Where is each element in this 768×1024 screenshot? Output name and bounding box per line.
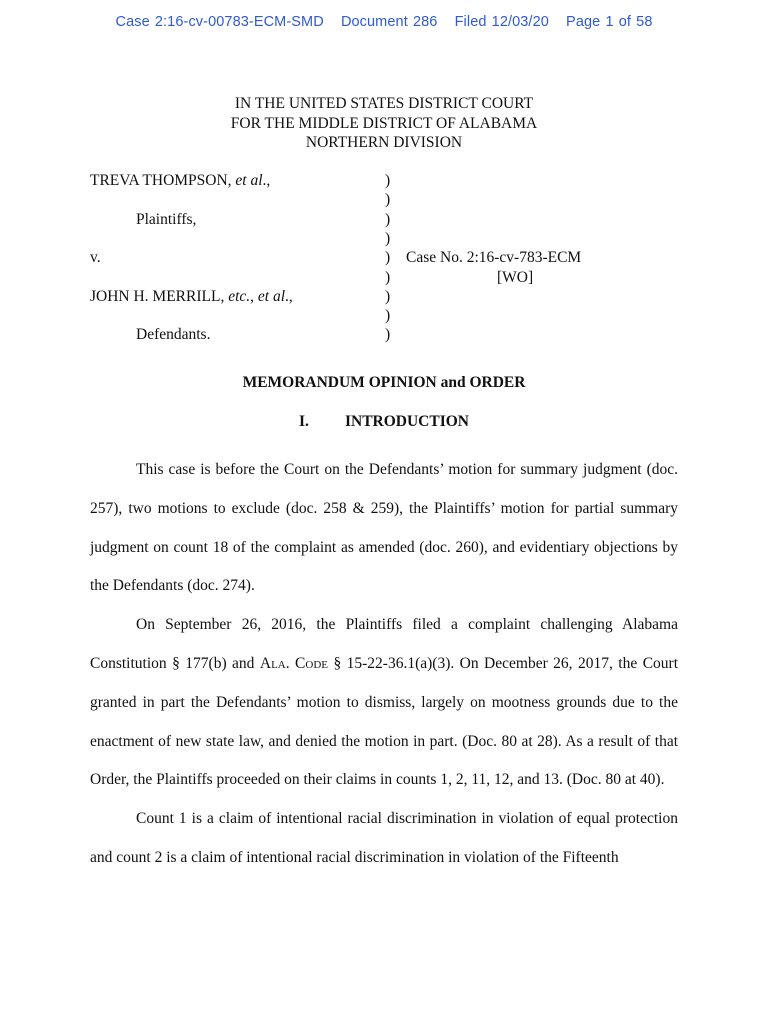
- plaintiffs-label: Plaintiffs,: [136, 211, 197, 228]
- stamp-document-number: Document 286: [340, 14, 438, 30]
- section-title: INTRODUCTION: [344, 413, 469, 430]
- wo-label: [WO]: [497, 269, 534, 286]
- section-heading: [0, 413, 768, 431]
- stamp-filed-date: Filed 12/03/20: [454, 14, 549, 30]
- caption-paren: ): [385, 172, 391, 189]
- caption-paren: ): [385, 191, 391, 208]
- paragraph-2: On September 26, 2016, the Plaintiffs filed a complaint challenging Alabama Constitution § 177(b) and Ala. Code § 15-22-36.1(a)(3). On December 26, 2017, the Court granted in part the Defendants’ motion to dismiss, largely on mootness grounds due to the enactment of new state law, and denied the motion in part. (Doc. 80 at 28). As a result of that Order, the Plaintiffs proceeded on their claims in counts 1, 2, 11, 12, and 13. (Doc. 80 at 40).: [90, 616, 678, 789]
- court-line-2: FOR THE MIDDLE DISTRICT OF ALABAMA: [230, 114, 538, 132]
- ala-code-citation: Ala. Code: [259, 654, 328, 672]
- caption-paren: ): [385, 249, 391, 266]
- defendants-label: Defendants.: [136, 326, 211, 343]
- caption-paren: ): [385, 211, 391, 228]
- case-header-stamp: [0, 14, 768, 30]
- plaintiff-name: TREVA THOMPSON, et al.,: [90, 172, 271, 189]
- caption-paren: ): [385, 326, 391, 343]
- versus-label: v.: [90, 249, 101, 266]
- section-number: I.: [298, 413, 309, 430]
- caption-paren: ): [385, 269, 391, 286]
- court-heading: [0, 94, 768, 153]
- paragraph-3: Count 1 is a claim of intentional racial discrimination in violation of equal protection and count 2 is a claim of intentional racial discrimination in violation of the Fifteenth: [90, 810, 678, 866]
- stamp-page-count: Page 1 of 58: [566, 14, 653, 30]
- caption-paren: ): [385, 230, 391, 247]
- document-title: MEMORANDUM OPINION and ORDER: [242, 374, 526, 391]
- caption-paren: ): [385, 288, 391, 305]
- court-line-3: NORTHERN DIVISION: [305, 134, 463, 151]
- defendant-name: JOHN H. MERRILL, etc., et al.,: [90, 288, 293, 305]
- case-number: Case No. 2:16-cv-783-ECM: [406, 249, 582, 266]
- caption-paren: ): [385, 307, 391, 324]
- court-line-1: IN THE UNITED STATES DISTRICT COURT: [234, 95, 534, 112]
- paragraph-1: This case is before the Court on the Defendants’ motion for summary judgment (doc. 257), two motions to exclude (doc. 258 & 259), the Plaintiffs’ motion for partial summary judgment on count 18 of the complaint as amended (doc. 260), and evidentiary objections by the Defendants (doc. 274).: [90, 461, 678, 595]
- document-body: [90, 451, 678, 878]
- case-caption: [90, 172, 690, 352]
- stamp-case-number: Case 2:16-cv-00783-ECM-SMD: [115, 14, 324, 30]
